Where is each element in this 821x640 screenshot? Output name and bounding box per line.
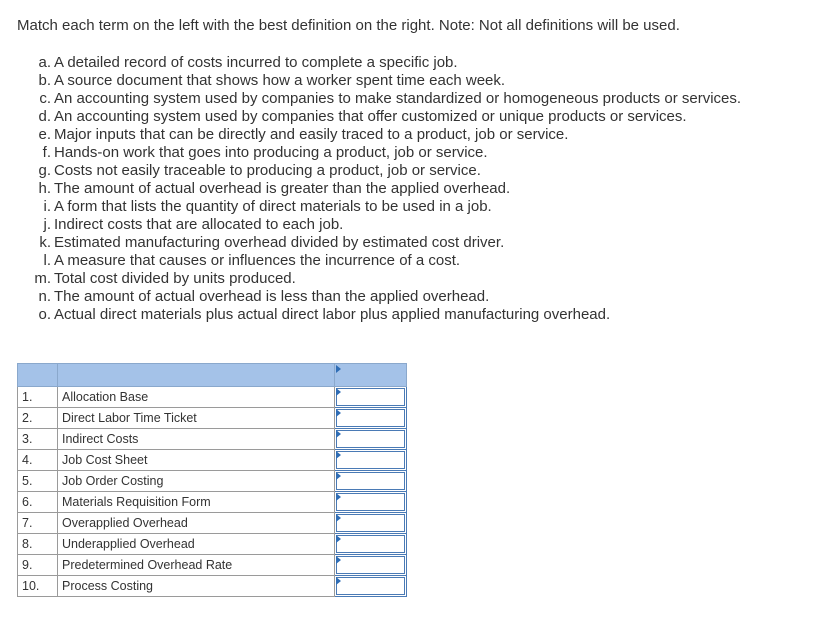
answer-dropdown[interactable] xyxy=(336,472,405,490)
term-label: Predetermined Overhead Rate xyxy=(58,555,335,576)
table-row xyxy=(18,450,407,471)
answer-dropdown[interactable] xyxy=(336,388,405,406)
header-cell-select xyxy=(335,364,407,387)
dropdown-arrow-icon xyxy=(336,556,341,564)
definition-item xyxy=(30,234,741,252)
term-label: Direct Labor Time Ticket xyxy=(58,408,335,429)
table-row xyxy=(18,492,407,513)
definition-letter: h. xyxy=(38,180,51,197)
dropdown-arrow-icon xyxy=(336,577,341,585)
definition-text: A detailed record of costs incurred to complete a specific job. xyxy=(54,54,458,71)
definition-item xyxy=(30,288,741,306)
definition-text: Total cost divided by units produced. xyxy=(54,270,296,287)
term-number: 8. xyxy=(18,534,58,555)
definition-item xyxy=(30,144,741,162)
definition-item xyxy=(30,306,741,324)
term-label: Allocation Base xyxy=(58,387,335,408)
definition-item xyxy=(30,216,741,234)
definition-letter: g. xyxy=(38,162,51,179)
definition-item xyxy=(30,126,741,144)
dropdown-arrow-icon xyxy=(336,430,341,438)
definition-text: Estimated manufacturing overhead divided by estimated cost driver. xyxy=(54,234,505,251)
dropdown-arrow-icon xyxy=(336,451,341,459)
definition-item xyxy=(30,180,741,198)
table-row xyxy=(18,408,407,429)
answer-dropdown[interactable] xyxy=(336,451,405,469)
answer-dropdown[interactable] xyxy=(336,409,405,427)
definition-text: Major inputs that can be directly and easily traced to a product, job or service. xyxy=(54,126,569,143)
definitions-list xyxy=(30,54,741,324)
term-label: Indirect Costs xyxy=(58,429,335,450)
definition-item xyxy=(30,90,741,108)
dropdown-arrow-icon xyxy=(336,535,341,543)
definition-letter: j. xyxy=(43,216,51,233)
definition-letter: e. xyxy=(38,126,51,143)
answer-dropdown[interactable] xyxy=(336,535,405,553)
term-number: 6. xyxy=(18,492,58,513)
definition-item xyxy=(30,54,741,72)
term-label: Underapplied Overhead xyxy=(58,534,335,555)
definition-text: Actual direct materials plus actual direct labor plus applied manufacturing overhead. xyxy=(54,306,611,323)
dropdown-arrow-icon xyxy=(336,493,341,501)
term-label: Process Costing xyxy=(58,576,335,597)
definition-text: An accounting system used by companies to make standardized or homogeneous products or services. xyxy=(54,90,742,107)
answer-dropdown[interactable] xyxy=(336,430,405,448)
header-cell-num xyxy=(18,364,58,387)
term-number: 4. xyxy=(18,450,58,471)
term-number: 2. xyxy=(18,408,58,429)
answer-cell xyxy=(335,513,407,534)
definition-letter: i. xyxy=(43,198,51,215)
term-number: 3. xyxy=(18,429,58,450)
answer-dropdown[interactable] xyxy=(336,556,405,574)
definition-letter: o. xyxy=(38,306,51,323)
definition-item xyxy=(30,108,741,126)
definition-item xyxy=(30,162,741,180)
term-number: 7. xyxy=(18,513,58,534)
dropdown-arrow-icon xyxy=(336,472,341,480)
answer-dropdown[interactable] xyxy=(336,577,405,595)
table-row xyxy=(18,513,407,534)
table-row xyxy=(18,387,407,408)
answer-cell xyxy=(335,576,407,597)
definition-letter: k. xyxy=(39,234,51,251)
definition-item xyxy=(30,270,741,288)
definition-text: Costs not easily traceable to producing a product, job or service. xyxy=(54,162,481,179)
header-cell-term xyxy=(58,364,335,387)
definition-letter: m. xyxy=(34,270,51,287)
answer-cell xyxy=(335,387,407,408)
definition-item xyxy=(30,198,741,216)
answer-dropdown[interactable] xyxy=(336,514,405,532)
matching-table xyxy=(17,363,407,597)
term-number: 5. xyxy=(18,471,58,492)
definition-text: A source document that shows how a worker spent time each week. xyxy=(54,72,506,89)
definition-letter: f. xyxy=(42,144,51,161)
definition-item xyxy=(30,72,741,90)
definition-text: Hands-on work that goes into producing a product, job or service. xyxy=(54,144,488,161)
term-number: 1. xyxy=(18,387,58,408)
definition-letter: b. xyxy=(38,72,51,89)
table-row xyxy=(18,534,407,555)
definition-letter: c. xyxy=(39,90,51,107)
definition-letter: n. xyxy=(38,288,51,305)
definition-item xyxy=(30,252,741,270)
definition-text: An accounting system used by companies that offer customized or unique products or services. xyxy=(54,108,687,125)
definition-text: The amount of actual overhead is less than the applied overhead. xyxy=(54,288,490,305)
definition-text: A form that lists the quantity of direct materials to be used in a job. xyxy=(54,198,492,215)
definition-letter: l. xyxy=(43,252,51,269)
table-row xyxy=(18,471,407,492)
definition-letter: d. xyxy=(38,108,51,125)
dropdown-arrow-icon xyxy=(336,514,341,522)
answer-cell xyxy=(335,534,407,555)
answer-cell xyxy=(335,492,407,513)
dropdown-arrow-icon xyxy=(336,409,341,417)
answer-cell xyxy=(335,471,407,492)
answer-cell xyxy=(335,555,407,576)
dropdown-arrow-icon xyxy=(336,388,341,396)
definition-letter: a. xyxy=(38,54,51,71)
term-label: Overapplied Overhead xyxy=(58,513,335,534)
answer-cell xyxy=(335,450,407,471)
term-number: 9. xyxy=(18,555,58,576)
dropdown-arrow-icon xyxy=(336,365,341,373)
answer-cell xyxy=(335,429,407,450)
term-number: 10. xyxy=(18,576,58,597)
instructions-text: Match each term on the left with the best definition on the right. Note: Not all definitions will be used. xyxy=(17,17,680,34)
answer-cell xyxy=(335,408,407,429)
answer-dropdown[interactable] xyxy=(336,493,405,511)
definition-text: A measure that causes or influences the incurrence of a cost. xyxy=(54,252,461,269)
table-row xyxy=(18,429,407,450)
term-label: Job Order Costing xyxy=(58,471,335,492)
table-row xyxy=(18,555,407,576)
table-row xyxy=(18,576,407,597)
term-label: Materials Requisition Form xyxy=(58,492,335,513)
table-header-row xyxy=(18,364,407,387)
definition-text: Indirect costs that are allocated to each job. xyxy=(54,216,344,233)
definition-text: The amount of actual overhead is greater than the applied overhead. xyxy=(54,180,511,197)
term-label: Job Cost Sheet xyxy=(58,450,335,471)
